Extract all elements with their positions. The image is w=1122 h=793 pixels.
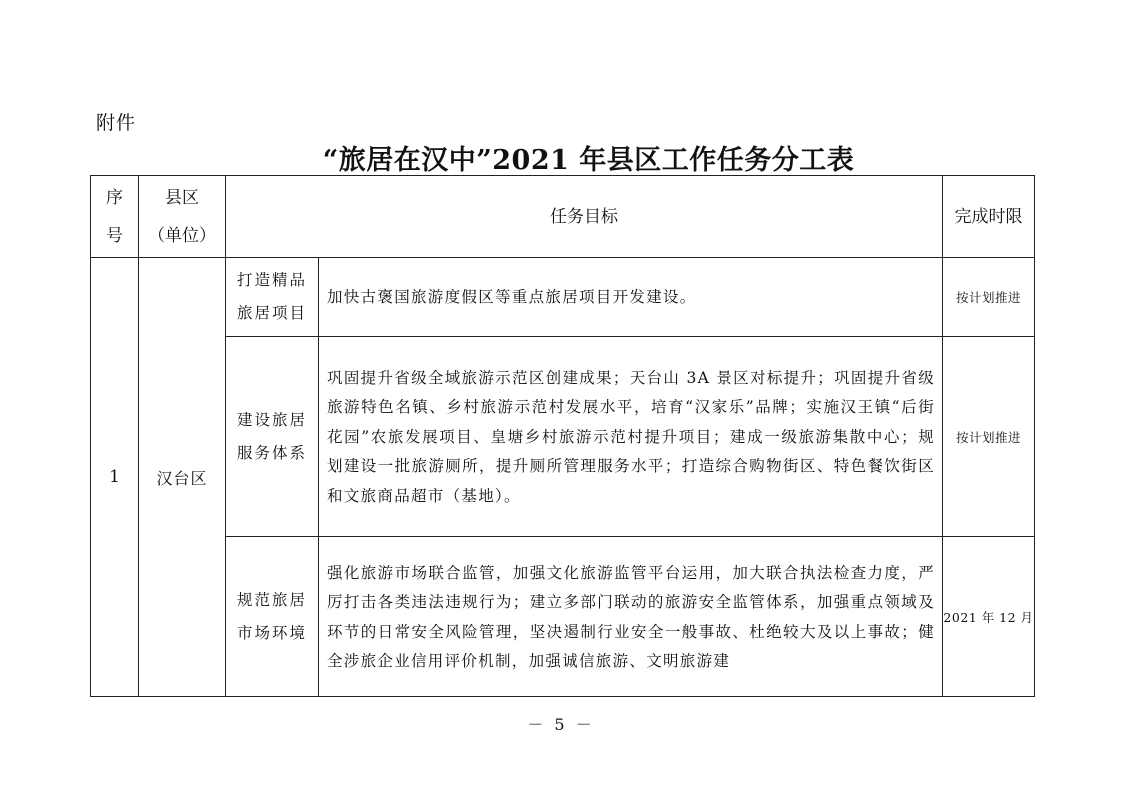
table-row: [91, 258, 1035, 337]
task-category-line1: 打造精品: [236, 271, 307, 289]
table-row: [91, 337, 1035, 537]
header-deadline: 完成时限: [943, 176, 1035, 258]
task-deadline: 按计划推进: [943, 337, 1035, 537]
table-row: [91, 537, 1035, 697]
task-content: 强化旅游市场联合监管，加强文化旅游监管平台运用，加大联合执法检查力度，严厉打击各类违法违规行为；建立多部门联动的旅游安全监管体系，加强重点领域及环节的日常安全风险管理，坚决遏制行业安全一般事故、杜绝较大及以上事故；健全涉旅企业信用评价机制，加强诚信旅游、文明旅游建: [319, 537, 943, 697]
task-content: 加快古褒国旅游度假区等重点旅居项目开发建设。: [319, 258, 943, 337]
header-seq: [91, 176, 139, 258]
header-task-goal: 任务目标: [226, 176, 943, 258]
task-category-line2: 旅居项目: [236, 304, 307, 322]
task-category-line1: 规范旅居: [236, 590, 307, 609]
task-deadline: 2021 年 12 月: [943, 537, 1035, 697]
row-seq: 1: [91, 258, 139, 697]
row-county: 汉台区: [139, 258, 226, 697]
header-seq-line1: 序: [106, 187, 123, 208]
header-county-line2: （单位）: [148, 225, 216, 246]
header-county-line1: 县区: [165, 187, 199, 208]
task-category-line2: 服务体系: [236, 443, 307, 462]
task-table: [90, 175, 1035, 697]
task-category: [226, 537, 319, 697]
task-category: [226, 337, 319, 537]
table-header-row: [91, 176, 1035, 258]
header-county: [139, 176, 226, 258]
task-category: [226, 258, 319, 337]
task-deadline: 按计划推进: [943, 258, 1035, 337]
task-category-line1: 建设旅居: [236, 410, 307, 429]
task-category-line2: 市场环境: [236, 623, 307, 642]
attachment-label: 附件: [96, 112, 137, 134]
task-content: 巩固提升省级全域旅游示范区创建成果；天台山 3A 景区对标提升；巩固提升省级旅游特色名镇、乡村旅游示范村发展水平，培育“汉家乐”品牌；实施汉王镇“后街花园”农旅发展项目、皇塘乡村旅游示范村提升项目；建成一级旅游集散中心；规划建设一批旅游厕所，提升厕所管理服务水平；打造综合购物街区、特色餐饮街区和文旅商品超市（基地）。: [319, 337, 943, 537]
page-number: － 5 －: [527, 715, 595, 734]
document-title: “旅居在汉中”2021 年县区工作任务分工表: [322, 145, 855, 176]
header-seq-line2: 号: [106, 225, 123, 246]
